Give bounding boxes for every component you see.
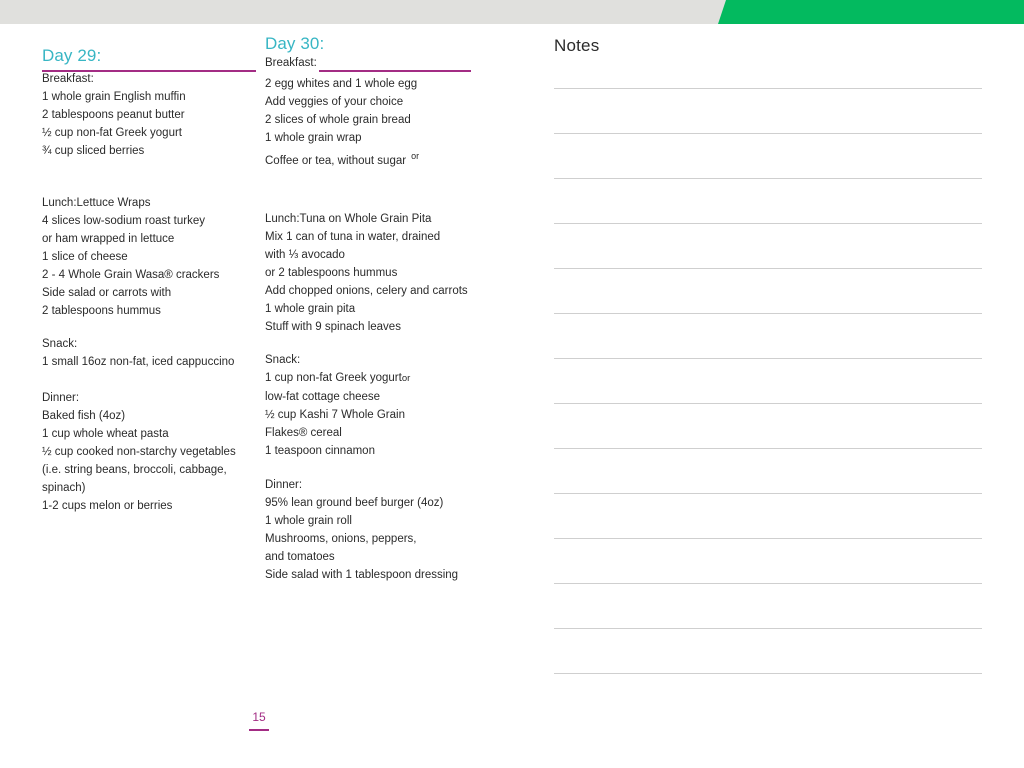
day-30-breakfast-line-3: 2 slices of whole grain bread <box>265 114 411 126</box>
top-decorative-bar <box>0 0 1024 24</box>
notes-line[interactable] <box>554 268 982 269</box>
notes-line[interactable] <box>554 358 982 359</box>
day-30-lunch-line-5: 1 whole grain pita <box>265 303 356 315</box>
day-29-breakfast-line-1: 1 whole grain English muffin <box>42 91 186 103</box>
day-29-breakfast-line-4: ¾ cup sliced berries <box>42 145 145 157</box>
top-bar-green-segment <box>718 0 1024 24</box>
day-30-breakfast-line-2: Add veggies of your choice <box>265 96 404 108</box>
day-30-breakfast <box>265 75 419 170</box>
day-30-snack-line-1-text: 1 cup non-fat Greek yogurt <box>265 372 402 384</box>
top-bar-gray-segment <box>0 0 740 24</box>
day-29-lunch-line-6: 2 tablespoons hummus <box>42 305 161 317</box>
notes-line[interactable] <box>554 133 982 134</box>
day-30-lunch <box>265 210 468 336</box>
day-30-snack-line-1 <box>265 369 410 388</box>
day-29-dinner-line-4: (i.e. string beans, broccoli, cabbage, <box>42 464 227 476</box>
page-content <box>0 24 1024 768</box>
day-30-breakfast-line-5 <box>265 147 419 170</box>
day-30-snack <box>265 351 410 460</box>
day-30-dinner-line-3: Mushrooms, onions, peppers, <box>265 533 417 545</box>
page-number-rule <box>249 729 269 731</box>
day-30-dinner-line-1: 95% lean ground beef burger (4oz) <box>265 497 444 509</box>
day-29-dinner-line-1: Baked fish (4oz) <box>42 410 126 422</box>
day-30-lunch-line-3: or 2 tablespoons hummus <box>265 267 398 279</box>
day-30-dinner <box>265 476 458 584</box>
day-29-header <box>42 46 256 72</box>
notes-line[interactable] <box>554 88 982 89</box>
day-30-breakfast-line-4: 1 whole grain wrap <box>265 132 362 144</box>
day-30-snack-line-2: low-fat cottage cheese <box>265 391 381 403</box>
day-30-dinner-line-2: 1 whole grain roll <box>265 515 352 527</box>
day-29-lunch-heading <box>42 194 219 212</box>
day-29-snack-line-1: 1 small 16oz non-fat, iced cappuccino <box>42 356 235 368</box>
day-29-snack-label: Snack: <box>42 338 78 350</box>
day-30-snack-or: or <box>401 373 411 384</box>
day-29-lunch-title: Lettuce Wraps <box>76 197 151 209</box>
day-29-dinner-line-3: ½ cup cooked non-starchy vegetables <box>42 446 236 458</box>
notes-line[interactable] <box>554 223 982 224</box>
notes-title: Notes <box>554 36 600 55</box>
day-29-snack <box>42 335 234 371</box>
notes-line[interactable] <box>554 448 982 449</box>
day-29-lunch-label: Lunch: <box>42 197 77 209</box>
day-29-breakfast-line-2: 2 tablespoons peanut butter <box>42 109 185 121</box>
day-29-breakfast-line-3: ½ cup non-fat Greek yogurt <box>42 127 182 139</box>
day-29-lunch-line-4: 2 - 4 Whole Grain Wasa® crackers <box>42 269 220 281</box>
day-30-snack-line-5: 1 teaspoon cinnamon <box>265 445 375 457</box>
notes-line[interactable] <box>554 493 982 494</box>
day-29-dinner-label: Dinner: <box>42 392 80 404</box>
day-30-header <box>265 34 471 72</box>
day-30-lunch-line-2: with ⅓ avocado <box>265 249 345 261</box>
day-30-breakfast-label: Breakfast: <box>265 54 319 72</box>
notes-line[interactable] <box>554 403 982 404</box>
notes-writing-area[interactable] <box>554 88 982 718</box>
notes-line[interactable] <box>554 538 982 539</box>
day-29-lunch-line-1: 4 slices low-sodium roast turkey <box>42 215 205 227</box>
day-30-breakfast-or: or <box>411 151 420 161</box>
day-30-lunch-heading <box>265 210 468 228</box>
day-29-lunch-line-3: 1 slice of cheese <box>42 251 128 263</box>
page-number-text: 15 <box>252 710 266 724</box>
notes-line[interactable] <box>554 673 982 674</box>
day-30-snack-line-4: Flakes® cereal <box>265 427 342 439</box>
page-number <box>247 710 271 731</box>
day-30-dinner-line-5: Side salad with 1 tablespoon dressing <box>265 569 459 581</box>
day-29-dinner-line-6: 1-2 cups melon or berries <box>42 500 173 512</box>
day-29-lunch <box>42 194 219 320</box>
day-30-breakfast-line-5-text: Coffee or tea, without sugar <box>265 154 407 167</box>
notes-line[interactable] <box>554 583 982 584</box>
day-30-lunch-line-4: Add chopped onions, celery and carrots <box>265 285 468 297</box>
notes-line[interactable] <box>554 313 982 314</box>
day-30-lunch-label: Lunch: <box>265 213 300 225</box>
day-30-snack-line-3: ½ cup Kashi 7 Whole Grain <box>265 409 405 421</box>
day-30-lunch-line-1: Mix 1 can of tuna in water, drained <box>265 231 441 243</box>
day-30-snack-label: Snack: <box>265 354 301 366</box>
day-29-heading: Day 29: <box>42 46 102 65</box>
day-29-dinner-line-2: 1 cup whole wheat pasta <box>42 428 169 440</box>
day-29-breakfast <box>42 70 186 160</box>
notes-line[interactable] <box>554 178 982 179</box>
notes-line[interactable] <box>554 628 982 629</box>
day-30-lunch-title: Tuna on Whole Grain Pita <box>299 213 432 225</box>
day-30-dinner-label: Dinner: <box>265 479 303 491</box>
day-29-dinner <box>42 389 236 515</box>
day-29-dinner-line-5: spinach) <box>42 482 86 494</box>
day-30-lunch-line-6: Stuff with 9 spinach leaves <box>265 321 401 333</box>
day-29-breakfast-label: Breakfast: <box>42 73 94 85</box>
day-30-heading: Day 30: <box>265 34 325 53</box>
day-30-dinner-line-4: and tomatoes <box>265 551 335 563</box>
day-29-lunch-line-2: or ham wrapped in lettuce <box>42 233 175 245</box>
day-29-lunch-line-5: Side salad or carrots with <box>42 287 172 299</box>
day-30-breakfast-line-1: 2 egg whites and 1 whole egg <box>265 78 418 90</box>
